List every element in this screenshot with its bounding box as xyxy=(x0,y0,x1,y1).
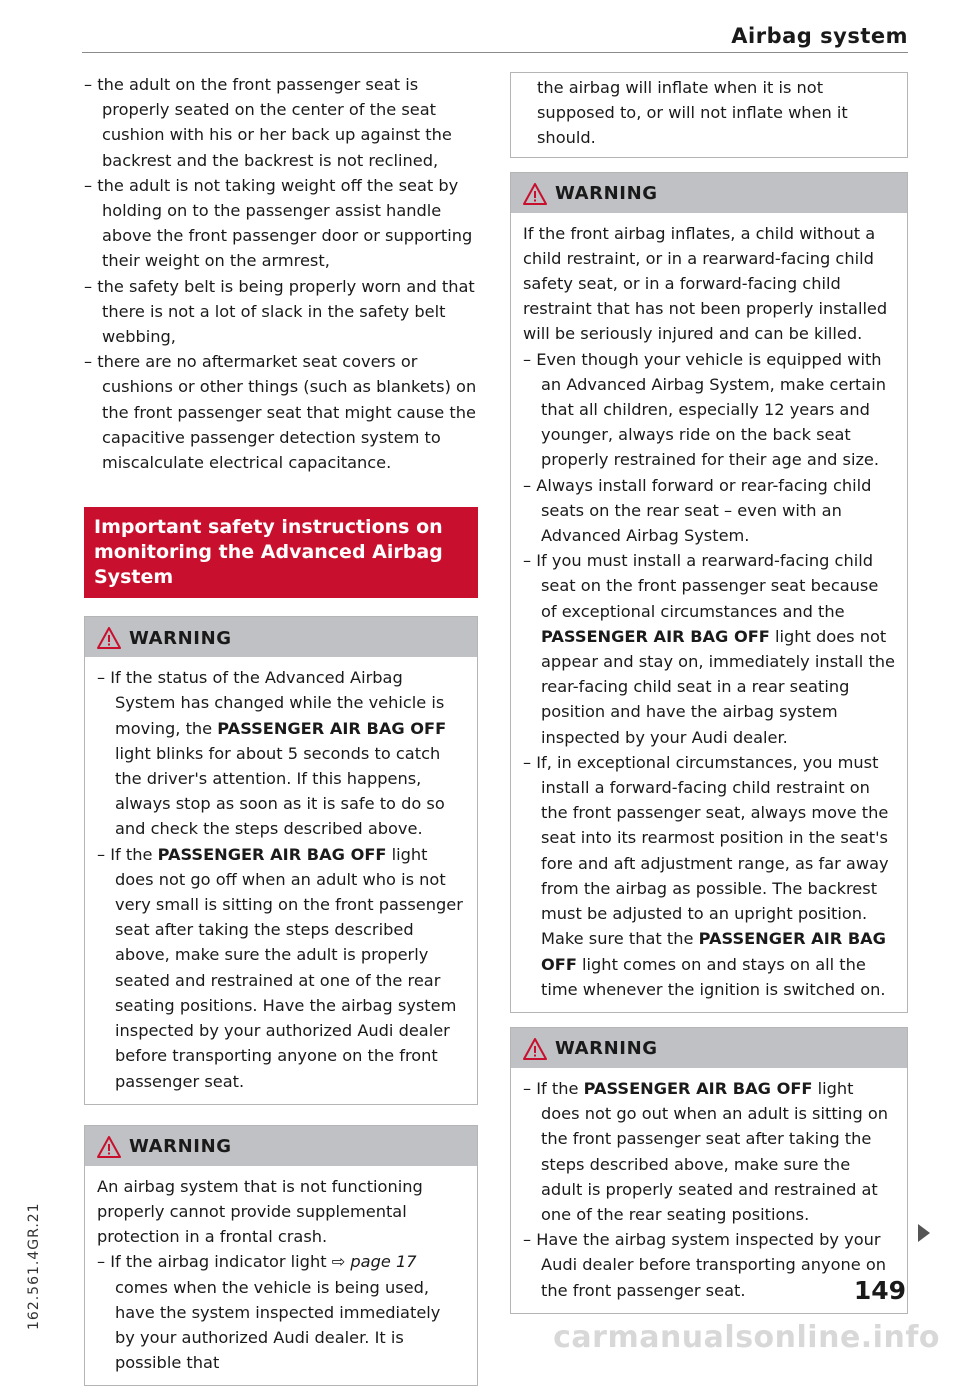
indicator-name: PASSENGER AIR BAG OFF xyxy=(157,844,387,864)
list-item xyxy=(523,750,895,1002)
warning-box-4 xyxy=(510,1027,908,1314)
warning-header xyxy=(85,1126,477,1166)
continuation-text: the airbag will inflate when it is not supposed to, or will not inflate when it should. xyxy=(537,78,848,148)
continue-arrow-icon[interactable] xyxy=(918,1224,930,1242)
text-run: light does not go off when an adult who is not very small is sitting on the front passenger seat after taking the steps described above, make sure the adult is properly seated and restrained at one of the rear seating positions. Have the airbag system inspected by your authorized Audi dealer before transporting anyone on the front passenger seat. xyxy=(115,844,463,1091)
page-number: 149 xyxy=(853,1276,906,1305)
text-run: Even though your vehicle is equipped with an Advanced Airbag System, make certain that all children, especially 12 years and younger, always ride on the back seat properly restrained for their age and size. xyxy=(536,349,887,470)
indicator-name: PASSENGER AIR BAG OFF xyxy=(217,718,447,738)
warning-box-2 xyxy=(84,1125,478,1386)
warning-body xyxy=(511,213,907,1012)
warning-title: WARNING xyxy=(555,1038,658,1060)
warning-body xyxy=(85,657,477,1103)
text-run: light does not go out when an adult is sitting on the front passenger seat after taking the steps described above, make sure the adult is properly seated and restrained at one of the rear seating positions. xyxy=(541,1078,889,1224)
warning-triangle-icon xyxy=(523,1038,547,1060)
list-item xyxy=(523,1076,895,1227)
indicator-name: PASSENGER AIR BAG OFF xyxy=(541,929,886,974)
side-document-code: 162.561.4GR.21 xyxy=(26,1202,42,1330)
text-run: If, in exceptional circumstances, you must install a forward-facing child restraint on the front passenger seat, always move the seat into its rearmost position in the seat's fore and aft adjustment range, as far away from the airbag as possible. The backrest must be adjusted to an upright position. Make sure that the xyxy=(536,752,889,949)
text-run: If you must install a rearward-facing child seat on the front passenger seat because of exceptional circumstances and the xyxy=(536,551,879,621)
warning-triangle-icon xyxy=(523,183,547,205)
text-run: light does not appear and stay on, immediately install the rear-facing child seat in a rear seating position and have the airbag system inspected by your Audi dealer. xyxy=(541,626,896,747)
warning-header xyxy=(85,617,477,657)
list-item xyxy=(97,665,465,841)
warning-list xyxy=(97,1249,465,1375)
text-run: light blinks for about 5 seconds to catch the driver's attention. If this happens, always stop as soon as it is safe to do so and check the steps described above. xyxy=(115,743,445,839)
text-run: If the xyxy=(536,1078,584,1098)
warning-header xyxy=(511,1028,907,1068)
text-run: Have the airbag system inspected by your Audi dealer before transporting anyone on the front passenger seat. xyxy=(536,1230,887,1300)
warning-box-3 xyxy=(510,172,908,1013)
list-item: – there are no aftermarket seat covers or cushions or other things (such as blankets) on the front passenger seat that might cause the capacitive passenger detection system to miscalculate electrical capacitance. xyxy=(84,349,478,475)
list-item: – the adult on the front passenger seat is properly seated on the center of the seat cushion with his or her back up against the backrest and the backrest is not reclined, xyxy=(84,72,478,173)
list-item xyxy=(523,473,895,549)
condition-list xyxy=(84,72,478,475)
indicator-name: PASSENGER AIR BAG OFF xyxy=(583,1078,813,1098)
list-item: – the safety belt is being properly worn and that there is not a lot of slack in the safety belt webbing, xyxy=(84,274,478,350)
warning-box-1 xyxy=(84,616,478,1104)
warning-continuation-box xyxy=(510,72,908,158)
indicator-name: PASSENGER AIR BAG OFF xyxy=(541,626,770,646)
warning-triangle-icon xyxy=(97,1136,121,1158)
list-item xyxy=(97,1249,465,1375)
warning-triangle-icon xyxy=(97,627,121,649)
watermark: carmanualsonline.info xyxy=(553,1320,940,1355)
warning-list xyxy=(523,1076,895,1303)
warning-intro: An airbag system that is not functioning properly cannot provide supplemental protection in a frontal crash. xyxy=(97,1176,423,1247)
list-item xyxy=(523,1227,895,1303)
text-run: comes when the vehicle is being used, have the system inspected immediately by your authorized Audi dealer. It is possible that xyxy=(115,1277,441,1373)
warning-title: WARNING xyxy=(129,1136,232,1158)
left-column xyxy=(84,72,478,1386)
list-item: – the adult is not taking weight off the seat by holding on to the passenger assist handle above the front passenger door or supporting their weight on the armrest, xyxy=(84,173,478,274)
header-rule xyxy=(82,52,908,53)
page-reference-link[interactable]: ⇨ page 17 xyxy=(331,1252,417,1272)
list-item xyxy=(97,842,465,1094)
text-run: If the status of the Advanced Airbag System has changed while the vehicle is moving, the xyxy=(110,668,445,738)
text-run: If the xyxy=(110,844,158,864)
warning-body xyxy=(511,1068,907,1313)
warning-list xyxy=(97,665,465,1093)
list-item xyxy=(523,548,895,750)
section-heading: Important safety instructions on monitoring the Advanced Airbag System xyxy=(84,507,478,598)
text-run: If the airbag indicator light xyxy=(110,1252,332,1272)
warning-intro: If the front airbag inflates, a child without a child restraint, or in a rearward-facing child safety seat, or in a forward-facing child restraint that has not been properly installed will be seriously injured and can be killed. xyxy=(523,223,888,344)
warning-header xyxy=(511,173,907,213)
right-column xyxy=(510,72,908,1314)
warning-body xyxy=(85,1166,477,1386)
list-item xyxy=(523,347,895,473)
warning-list xyxy=(523,347,895,1002)
warning-title: WARNING xyxy=(555,183,658,205)
running-header-title: Airbag system xyxy=(731,24,908,48)
text-run: Always install forward or rear-facing child seats on the rear seat – even with an Advanced Airbag System. xyxy=(536,475,872,546)
text-run: light comes on and stays on all the time whenever the ignition is switched on. xyxy=(541,954,886,999)
warning-title: WARNING xyxy=(129,627,232,649)
